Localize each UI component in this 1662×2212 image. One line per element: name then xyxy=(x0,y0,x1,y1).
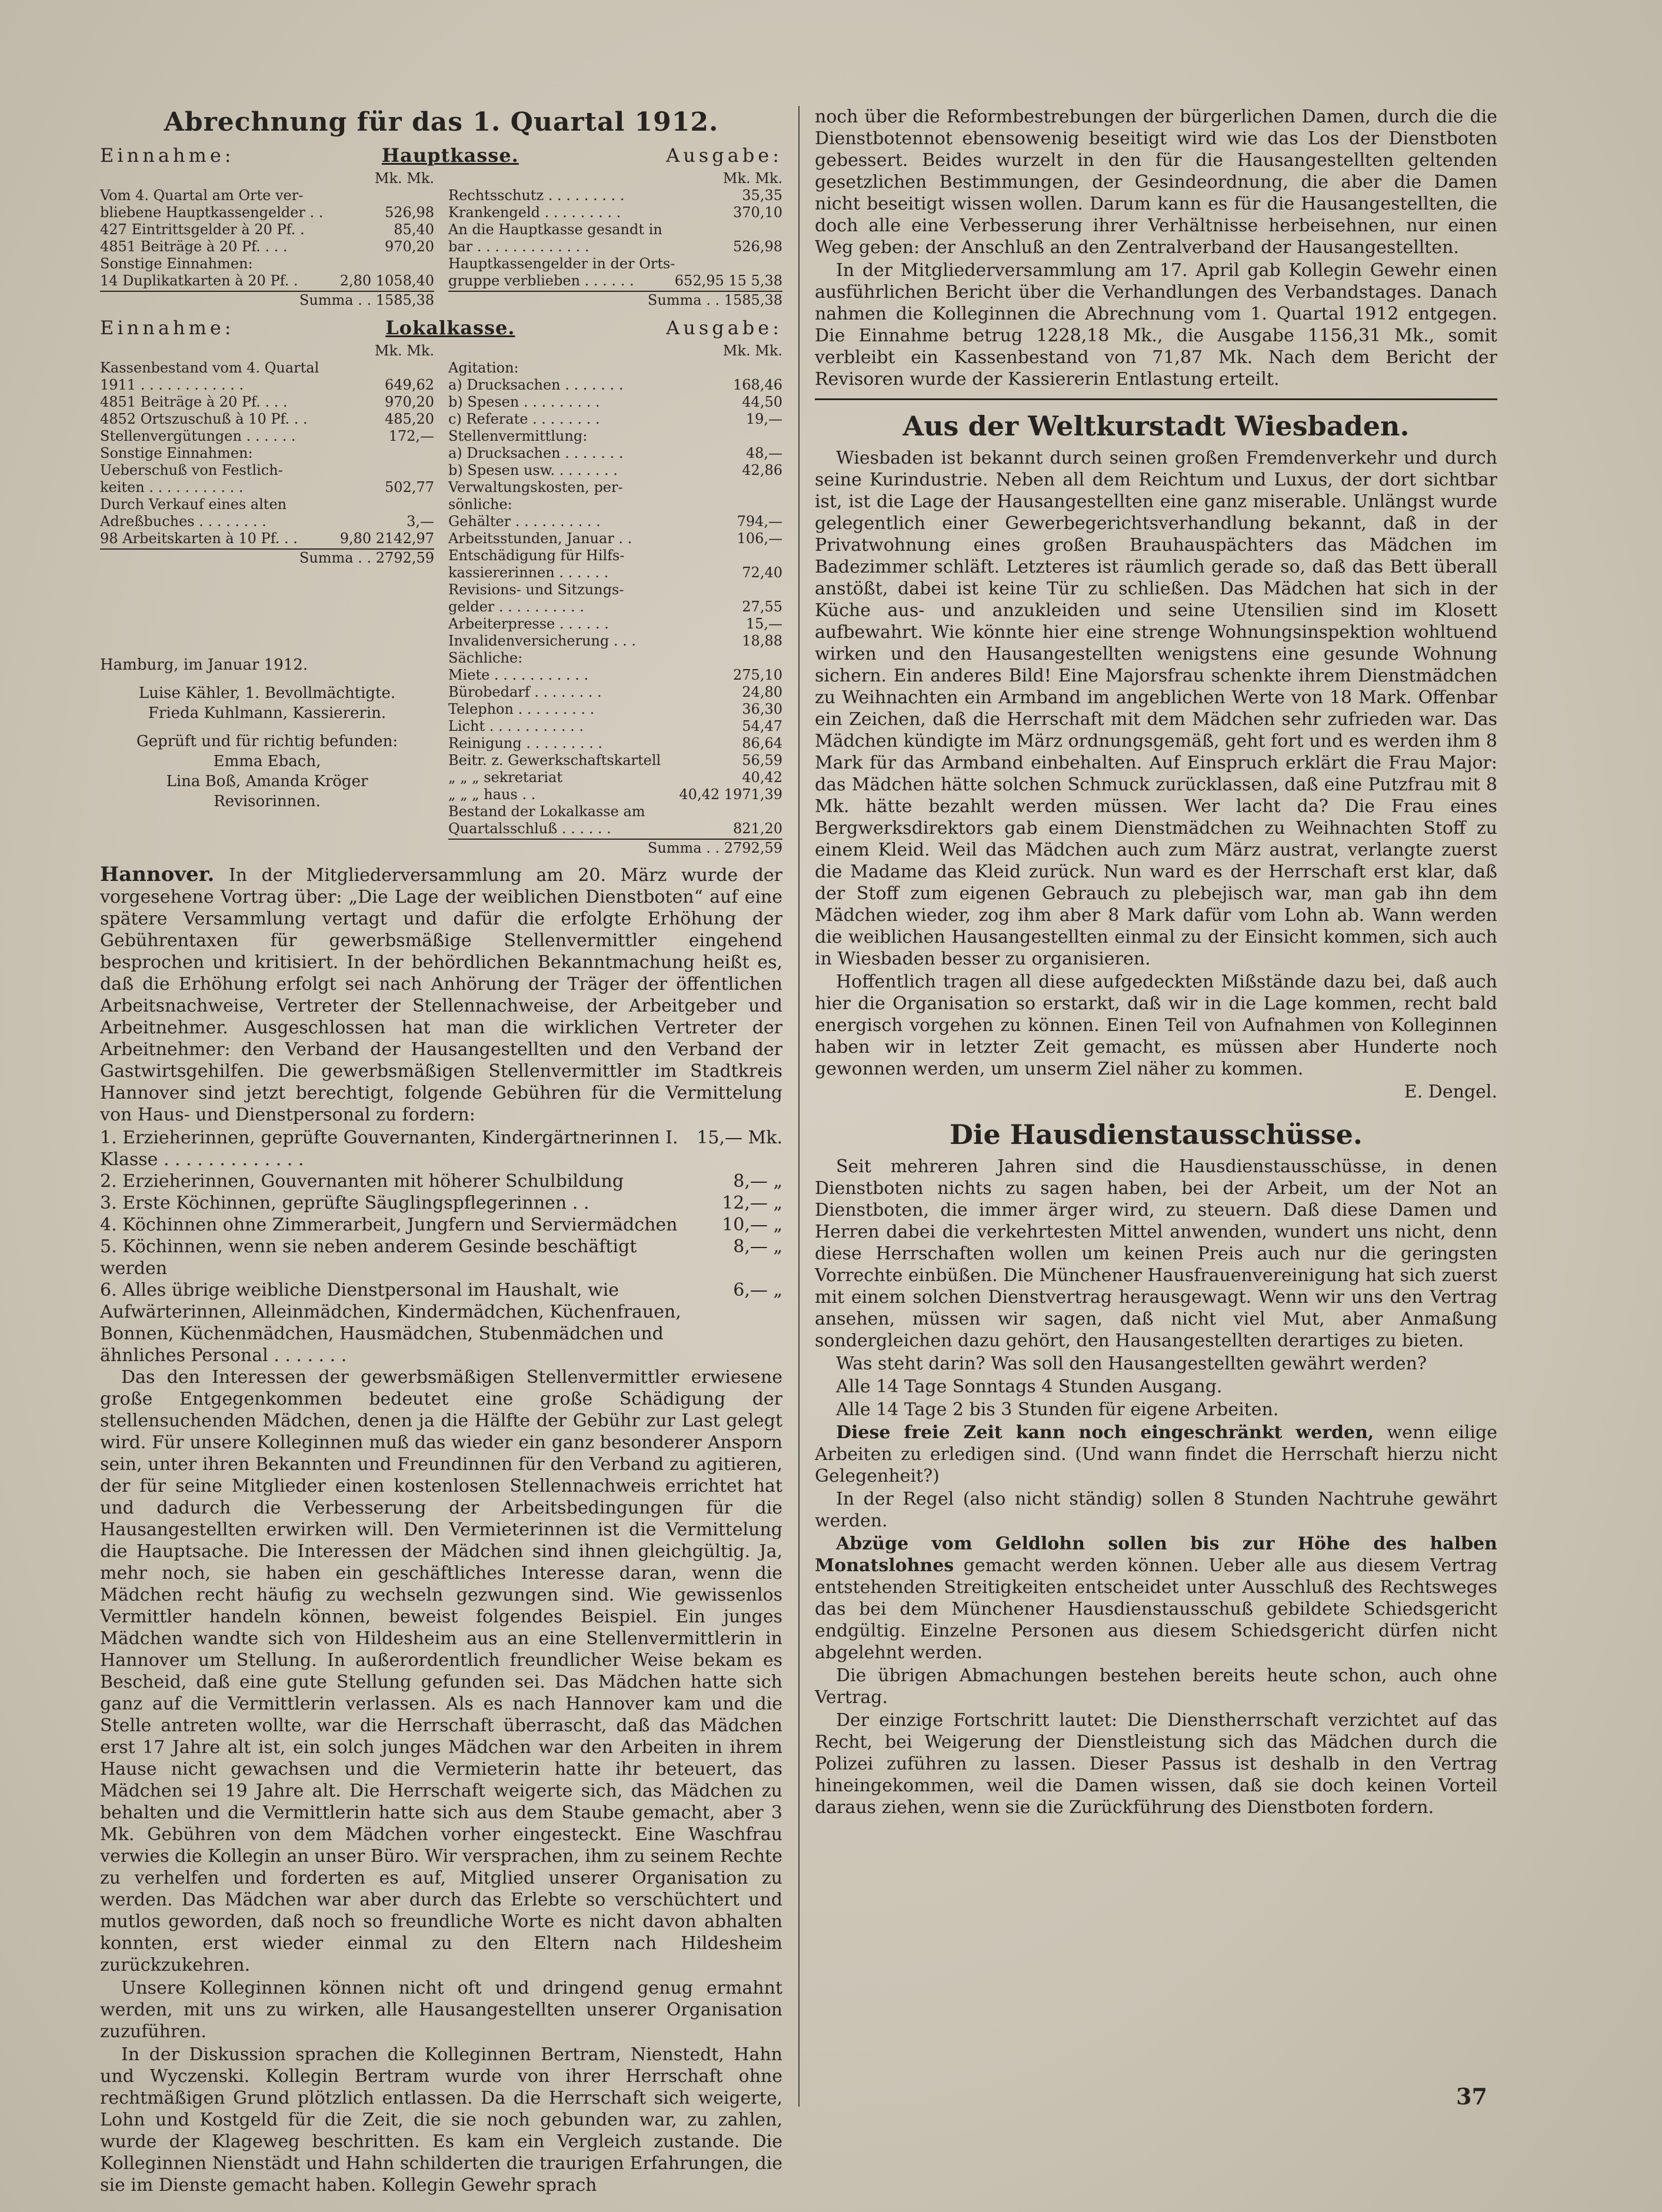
paragraph: Was steht darin? Was soll den Hausangestellten gewährt werden? xyxy=(836,1353,1427,1374)
fee-amount: 12,— „ xyxy=(722,1193,782,1213)
ledger-item: 4851 Beiträge à 20 Pf. . . . xyxy=(100,238,288,255)
ledger-amount: 275,10 xyxy=(733,667,782,683)
ledger-item: 14 Duplikatkarten à 20 Pf. . xyxy=(100,272,298,289)
ledger-item: Adreßbuches . . . . . . . . xyxy=(100,513,267,530)
ledger-amount xyxy=(779,479,782,496)
ledger-item: Stellenvergütungen . . . . . . xyxy=(100,428,296,444)
accounts-title: Abrechnung für das 1. Quartal 1912. xyxy=(164,107,719,137)
expense-label: Ausgabe: xyxy=(666,317,782,339)
fee-amount: 8,— „ xyxy=(733,1236,782,1257)
ledger-row xyxy=(448,445,782,462)
ledger-amount: 106,— xyxy=(737,530,782,547)
lokalkasse-ledger xyxy=(100,342,782,857)
fee-item xyxy=(100,1214,782,1236)
ledger-row xyxy=(448,581,782,598)
ledger-row xyxy=(448,718,782,735)
ledger-row xyxy=(448,752,782,769)
ledger-item: Durch Verkauf eines alten xyxy=(100,496,287,513)
sum-row: Summa . . 1585,38 xyxy=(448,291,782,309)
fee-description: 4. Köchinnen ohne Zimmerarbeit, Jungfern und Serviermädchen xyxy=(100,1215,678,1235)
column-divider xyxy=(798,106,800,2107)
signer-1: Luise Kähler, 1. Bevollmächtigte. xyxy=(138,684,396,702)
sum-row: Summa . . 2792,59 xyxy=(100,548,434,567)
hannover-heading: Hannover. xyxy=(100,863,215,886)
ledger-amount xyxy=(431,360,434,377)
lokalkasse-income xyxy=(100,342,434,857)
ledger-item: gruppe verblieben . . . . . . xyxy=(448,272,634,289)
ledger-row xyxy=(100,238,434,255)
ledger-item: Sonstige Einnahmen: xyxy=(100,445,253,461)
ledger-amount: 168,46 xyxy=(733,377,782,393)
ledger-amount xyxy=(779,255,782,272)
ledger-row xyxy=(100,255,434,272)
fee-list xyxy=(100,1127,782,1366)
ledger-amount: 821,20 xyxy=(733,820,782,837)
ledger-amount: 970,20 xyxy=(385,238,434,255)
ledger-row xyxy=(448,530,782,547)
ledger-item: Sächliche: xyxy=(448,650,523,666)
section-rule xyxy=(815,398,1497,400)
paragraph: Diese freie Zeit kann noch eingeschränkt werden, wenn eilige Arbeiten zu erledigen sind. (Und wann findet die Herrschaft hierzu nicht Gelegenheit?) xyxy=(815,1422,1497,1486)
ledger-amount: 40,42 xyxy=(742,769,782,786)
fee-amount: 10,— „ xyxy=(722,1215,782,1235)
ledger-amount: 42,86 xyxy=(742,462,782,478)
ledger-row xyxy=(100,394,434,411)
ledger-item: An die Hauptkasse gesandt in xyxy=(448,221,662,238)
ledger-item: Licht . . . . . . . . . . . xyxy=(448,718,584,734)
ledger-item: c) Referate . . . . . . . . xyxy=(448,411,600,427)
ledger-item: Quartalsschluß . . . . . . xyxy=(448,820,611,837)
ledger-item: Bestand der Lokalkasse am xyxy=(448,803,645,820)
signer-2: Frieda Kuhlmann, Kassiererin. xyxy=(148,704,387,722)
ledger-row xyxy=(448,513,782,530)
ledger-item: 4852 Ortszuschuß à 10 Pf. . . xyxy=(100,411,308,427)
ledger-row xyxy=(448,564,782,581)
ledger-amount: 9,80 2142,97 xyxy=(339,530,434,547)
ledger-item: „ „ „ haus . . xyxy=(448,786,536,803)
ledger-row xyxy=(448,820,782,837)
ledger-row xyxy=(448,667,782,684)
ledger-row xyxy=(448,204,782,221)
expense-label: Ausgabe: xyxy=(666,144,782,167)
ledger-row xyxy=(448,272,782,290)
paragraph: Alle 14 Tage 2 bis 3 Stunden für eigene Arbeiten. xyxy=(836,1399,1279,1420)
ledger-row xyxy=(100,377,434,394)
ledger-amount: 2,80 1058,40 xyxy=(339,272,434,289)
ledger-row xyxy=(448,684,782,701)
hausdienst-heading: Die Hausdienstausschüsse. xyxy=(950,1119,1363,1150)
ledger-row xyxy=(448,255,782,272)
ledger-amount xyxy=(779,547,782,564)
fee-item xyxy=(100,1170,782,1192)
ledger-amount: 85,40 xyxy=(394,221,434,238)
ledger-amount: 18,88 xyxy=(742,633,782,649)
ledger-item: 4851 Beiträge à 20 Pf. . . . xyxy=(100,394,288,410)
ledger-row xyxy=(448,360,782,377)
ledger-item: „ „ „ sekretariat xyxy=(448,769,562,786)
paragraph: noch über die Reformbestrebungen der bürgerlichen Damen, durch die die Dienstbotennot ebensowenig beseitigt wird wie das Los der Dienstboten gebessert. Beides wurzelt in den für die Hausangestellten geltenden gesetzlichen Bestimmungen, der Gesindeordnung, die aber die Damen nicht beseitigt wissen wollen. Darum kann es für die Hausangestellten, die doch alle eine Verbesserung ihrer Verhältnisse herbeisehnen, nur einen Weg geben: der Anschluß an den Zentralverband der Hausangestellten. xyxy=(815,107,1497,258)
income-label: Einnahme: xyxy=(100,317,235,339)
ledger-item: Agitation: xyxy=(448,360,519,376)
paragraph: Unsere Kolleginnen können nicht oft und dringend genug ermahnt werden, mit uns zu wirken, alle Hausangestellten unserer Organisation zuzuführen. xyxy=(100,1978,782,2042)
ledger-row xyxy=(448,221,782,238)
ledger-item: a) Drucksachen . . . . . . . xyxy=(448,445,624,461)
place-date: Hamburg, im Januar 1912. xyxy=(100,656,308,674)
units-row: Mk. Mk. xyxy=(374,342,434,359)
ledger-amount: 485,20 xyxy=(385,411,434,427)
hannover-article xyxy=(100,864,782,2196)
ledger-item: Vom 4. Quartal am Orte ver- xyxy=(100,187,304,204)
ledger-item: kassiererinnen . . . . . . xyxy=(448,564,609,581)
ledger-amount: 526,98 xyxy=(385,204,434,221)
paragraph: In der Regel (also nicht ständig) sollen 8 Stunden Nachtruhe gewährt werden. xyxy=(815,1489,1497,1531)
fee-amount: 8,— „ xyxy=(733,1171,782,1192)
ledger-row xyxy=(100,221,434,238)
ledger-item: Kassenbestand vom 4. Quartal xyxy=(100,360,319,376)
hauptkasse-income xyxy=(100,170,434,309)
sum-row: Summa . . 1585,38 xyxy=(100,291,434,309)
ledger-item: bar . . . . . . . . . . . . . xyxy=(448,238,589,255)
ledger-row xyxy=(448,598,782,616)
ledger-amount xyxy=(779,803,782,820)
ledger-amount xyxy=(779,428,782,445)
ledger-item: bliebene Hauptkassengelder . . xyxy=(100,204,324,221)
hauptkasse-header xyxy=(100,145,782,167)
auditor-1: Emma Ebach, xyxy=(213,753,321,770)
ledger-row xyxy=(448,479,782,496)
paragraph: Alle 14 Tage Sonntags 4 Stunden Ausgang. xyxy=(836,1376,1223,1397)
ledger-amount xyxy=(779,650,782,667)
units-row: Mk. Mk. xyxy=(722,170,782,187)
ledger-amount: 44,50 xyxy=(742,394,782,410)
ledger-amount xyxy=(431,255,434,272)
ledger-row xyxy=(448,735,782,752)
ledger-item: gelder . . . . . . . . . . xyxy=(448,598,584,615)
fee-item xyxy=(100,1236,782,1279)
ledger-amount: 36,30 xyxy=(742,701,782,717)
ledger-row xyxy=(100,360,434,377)
lokalkasse-expense xyxy=(448,342,782,857)
ledger-amount: 502,77 xyxy=(385,479,434,495)
ledger-row xyxy=(448,238,782,255)
ledger-item: Miete . . . . . . . . . . . xyxy=(448,667,589,683)
auditors-label: Revisorinnen. xyxy=(214,793,321,810)
ledger-item: Verwaltungskosten, per- xyxy=(448,479,623,495)
lokalkasse-label: Lokalkasse. xyxy=(385,317,515,339)
ledger-amount: 370,10 xyxy=(733,204,782,221)
paragraph: Wiesbaden ist bekannt durch seinen großen Fremdenverkehr und durch seine Kurindustrie. Neben all dem Reichtum und Luxus, der dort sichtbar ist, ist die Lage der Hausangestellten eine ganz miserable. Unlängst wurde gelegentlich einer Gewerbegerichtsverhandlung bekannt, daß in der Privatwohnung eines großen Brauhauspächters das Mädchen im Badezimmer schläft. Letzteres ist räumlich gerade so, daß das Bett überall anstößt, dabei ist keine Tür zu schließen. Das Mädchen hat sich in der Küche aus- und anzukleiden und seine Utensilien sind im Klosett aufbewahrt. Wie könnte hier eine strenge Wohnungsinspektion wohltuend wirken und den Hausangestellten wenigstens eine gesunde Wohnung sichern. Ein anderes Bild! Eine Majorsfrau schenkte ihrem Dienstmädchen zu Weihnachten ein Armband im angeblichen Werte von 18 Mark. Offenbar ein Zeichen, daß die Herrschaft mit dem Mädchen sehr zufrieden war. Das Mädchen kündigte im März ordnungsgemäß, geht fort und es werden ihm 8 Mark für das Armband einbehalten. Auf Einspruch erklärt die Frau Major: das Mädchen hätte solchen Schmuck zurücklassen, daß eine Putzfrau mit 8 Mk. hätte bezahlt werden müssen. Wer lacht da? Die Frau eines Bergwerksdirektors gab einem Dienstmädchen zu Weihnachten Stoff zu einem Kleid. Weil das Mädchen auch zum März austrat, verlangte zuerst die Madame das Kleid zurück. Nun ward es der Herrschaft erst klar, daß der Stoff zum eigenen Gebrauch zu plebejisch war, man gab ihn dem Mädchen wieder, zog ihm aber 8 Mark dafür vom Lohn ab. Wann werden die weiblichen Hausangestellten einmal zu der Einsicht kommen, sich auch in Wiesbaden besser zu organisieren. xyxy=(815,448,1497,969)
fee-description: 2. Erzieherinnen, Gouvernanten mit höherer Schulbildung xyxy=(100,1171,624,1192)
income-label: Einnahme: xyxy=(100,144,235,167)
fee-amount: 6,— „ xyxy=(733,1280,782,1300)
ledger-item: Invalidenversicherung . . . xyxy=(448,633,637,649)
fee-description: 1. Erzieherinnen, geprüfte Gouvernanten, Kindergärtnerinnen I. Klasse . . . . . . . . . . . . . xyxy=(100,1127,678,1170)
ledger-amount: 794,— xyxy=(737,513,782,530)
ledger-amount: 15,— xyxy=(745,616,782,632)
ledger-amount: 970,20 xyxy=(385,394,434,410)
ledger-row xyxy=(448,394,782,411)
ledger-amount: 24,80 xyxy=(742,684,782,700)
ledger-item: 427 Eintrittsgelder à 20 Pf. . xyxy=(100,221,305,238)
fee-item xyxy=(100,1279,782,1366)
ledger-amount: 86,64 xyxy=(742,735,782,751)
fee-description: 5. Köchinnen, wenn sie neben anderem Gesinde beschäftigt werden xyxy=(100,1236,637,1279)
ledger-amount: 54,47 xyxy=(742,718,782,734)
ledger-row xyxy=(448,616,782,633)
ledger-item: Hauptkassengelder in der Orts- xyxy=(448,255,675,272)
ledger-row xyxy=(448,701,782,718)
ledger-row xyxy=(448,462,782,479)
ledger-amount: 649,62 xyxy=(385,377,434,393)
fee-item xyxy=(100,1192,782,1214)
ledger-row xyxy=(448,428,782,445)
ledger-row xyxy=(100,187,434,204)
hauptkasse-label: Hauptkasse. xyxy=(381,144,519,167)
ledger-row xyxy=(100,479,434,496)
ledger-amount: 27,55 xyxy=(742,598,782,615)
fee-description: 3. Erste Köchinnen, geprüfte Säuglingspflegerinnen . . xyxy=(100,1193,589,1213)
ledger-amount xyxy=(779,360,782,377)
paragraph: In der Diskussion sprachen die Kolleginnen Bertram, Nienstedt, Hahn und Wyczenski. Kollegin Bertram wurde von ihrer Herrschaft ohne rechtmäßigen Grund plötzlich entlassen. Da die Herrschaft sich weigerte, Lohn und Kostgeld für die Zeit, die sie noch gebunden war, zu zahlen, wurde der Klageweg beschritten. Es kam ein Vergleich zustande. Die Kolleginnen Nienstädt und Hahn schilderten die traurigen Erfahrungen, die sie im Dienste gemacht haben. Kollegin Gewehr sprach xyxy=(100,2044,782,2196)
ledger-amount xyxy=(431,462,434,479)
paragraph: Hoffentlich tragen all diese aufgedeckten Mißstände dazu bei, daß auch hier die Organisation so erstarkt, daß wir in die Lage kommen, recht bald energisch vorgehen zu können. Einen Teil von Aufnahmen von Kolleginnen haben wir in letzter Zeit gemacht, es müssen aber Hunderte noch gewonnen werden, um unserm Ziel näher zu kommen. xyxy=(815,972,1497,1079)
fee-item xyxy=(100,1127,782,1170)
ledger-amount xyxy=(431,496,434,513)
ledger-amount: 652,95 15 5,38 xyxy=(674,272,782,289)
wiesbaden-heading: Aus der Weltkurstadt Wiesbaden. xyxy=(902,410,1410,442)
ledger-item: 98 Arbeitskarten à 10 Pf. . . xyxy=(100,530,298,547)
ledger-item: Sonstige Einnahmen: xyxy=(100,255,253,272)
auditor-2: Lina Boß, Amanda Kröger xyxy=(166,773,368,790)
ledger-item: Gehälter . . . . . . . . . . xyxy=(448,513,601,530)
ledger-row xyxy=(100,462,434,479)
ledger-amount: 72,40 xyxy=(742,564,782,581)
hauptkasse-ledger xyxy=(100,170,782,309)
ledger-item: Rechtsschutz . . . . . . . . . xyxy=(448,187,625,204)
fee-amount: 15,— Mk. xyxy=(697,1127,782,1148)
paragraph: Abzüge vom Geldlohn sollen bis zur Höhe des halben Monatslohnes gemacht werden können. Ueber alle aus diesem Vertrag entstehenden Streitigkeiten entscheidet unter Ausschluß des Rechtsweges das bei dem Münchener Hausdienstausschuß gebildete Schiedsgericht endgültig. Einzelne Personen aus diesem Schiedsgericht dürfen nicht abgelehnt werden. xyxy=(815,1534,1497,1663)
hannover-intro: Hannover. In der Mitgliederversammlung am 20. März wurde der vorgesehene Vortrag über: „Die Lage der weiblichen Dienstboten“ auf eine spätere Versammlung vertagt und dafür die erfolgte Erhöhung der Gebührentaxen für gewerbsmäßige Stellenvermittler eingehend besprochen und kritisiert. In der behördlichen Bekanntmachung heißt es, daß die Erhöhung erfolgt sei nach Anhörung der Träger der öffentlichen Arbeitsnachweise, Vertreter der Stellennachweise, der Arbeitgeber und Arbeitnehmer. Ausgeschlossen hat man die wirklichen Vertreter der Arbeitnehmer: den Verband der Hausangestellten und den Verband der Gastwirtsgehilfen. Die gewerbsmäßigen Stellenvermittler im Stadtkreis Hannover sind jetzt berechtigt, folgende Gebühren für die Vermittelung von Haus- und Dienstpersonal zu fordern: xyxy=(100,863,782,1125)
paragraph: In der Mitgliederversammlung am 17. April gab Kollegin Gewehr einen ausführlichen Bericht über die Verhandlungen des Verbandstages. Danach nahmen die Kolleginnen die Abrechnung vom 1. Quartal 1912 entgegen. Die Einnahme betrug 1228,18 Mk., die Ausgabe 1156,31 Mk., somit verbleibt ein Kassenbestand von 71,87 Mk. Nach dem Bericht der Revisoren wurde der Kassiererin Entlastung erteilt. xyxy=(815,260,1497,390)
ledger-item: Beitr. z. Gewerkschaftskartell xyxy=(448,752,661,769)
ledger-item: Arbeiterpresse . . . . . . xyxy=(448,616,609,632)
ledger-item: sönliche: xyxy=(448,496,512,513)
ledger-item: a) Drucksachen . . . . . . . xyxy=(448,377,624,393)
paragraph: Die übrigen Abmachungen bestehen bereits heute schon, auch ohne Vertrag. xyxy=(815,1665,1497,1708)
signatures xyxy=(100,655,434,811)
fee-description: 6. Alles übrige weibliche Dienstpersonal im Haushalt, wie Aufwärterinnen, Alleinmädchen, Kindermädchen, Küchenfrauen, Bonnen, Küchenmädchen, Hausmädchen, Stubenmädchen und ähnliches Personal . . . . . . . xyxy=(100,1280,681,1366)
author-signature: E. Dengel. xyxy=(1404,1082,1497,1102)
lokalkasse-header xyxy=(100,317,782,339)
ledger-row xyxy=(448,187,782,204)
ledger-item: Krankengeld . . . . . . . . . xyxy=(448,204,621,221)
hauptkasse-expense xyxy=(448,170,782,309)
ledger-amount: 40,42 1971,39 xyxy=(679,786,782,803)
ledger-item: Revisions- und Sitzungs- xyxy=(448,581,624,598)
units-row: Mk. Mk. xyxy=(722,342,782,359)
units-row: Mk. Mk. xyxy=(374,170,434,187)
right-column xyxy=(815,106,1497,1820)
ledger-row xyxy=(100,445,434,462)
ledger-amount: 48,— xyxy=(745,445,782,461)
ledger-row xyxy=(448,377,782,394)
ledger-amount xyxy=(431,445,434,462)
ledger-row xyxy=(448,633,782,650)
ledger-amount: 56,59 xyxy=(742,752,782,769)
ledger-amount xyxy=(779,221,782,238)
ledger-amount xyxy=(779,496,782,513)
ledger-item: Ueberschuß von Festlich- xyxy=(100,462,283,478)
ledger-row xyxy=(448,411,782,428)
ledger-item: b) Spesen usw. . . . . . . . xyxy=(448,462,618,478)
paragraph: Der einzige Fortschritt lautet: Die Dienstherrschaft verzichtet auf das Recht, bei Weigerung der Dienstleistung sich das Mädchen durch die Polizei zuführen zu lassen. Dieser Passus ist deshalb in den Vertrag hineingekommen, weil die Damen wissen, daß sie doch keinen Vorteil daraus ziehen, wenn sie die Zurückführung des Dienstboten fordern. xyxy=(815,1710,1497,1818)
ledger-item: b) Spesen . . . . . . . . . xyxy=(448,394,600,410)
ledger-item: Arbeitsstunden, Januar . . xyxy=(448,530,632,547)
ledger-row xyxy=(100,272,434,290)
ledger-row xyxy=(100,513,434,530)
ledger-row xyxy=(448,769,782,786)
ledger-item: 1911 . . . . . . . . . . . . xyxy=(100,377,244,393)
ledger-amount: 526,98 xyxy=(733,238,782,255)
sum-row: Summa . . 2792,59 xyxy=(448,839,782,857)
ledger-item: Stellenvermittlung: xyxy=(448,428,588,444)
ledger-amount xyxy=(431,187,434,204)
left-column xyxy=(100,106,782,2197)
page-number: 37 xyxy=(1456,2083,1487,2110)
ledger-row xyxy=(100,428,434,445)
ledger-amount: 19,— xyxy=(745,411,782,427)
ledger-amount: 35,35 xyxy=(742,187,782,204)
ledger-row xyxy=(100,530,434,547)
ledger-amount xyxy=(779,581,782,598)
ledger-row xyxy=(448,547,782,564)
ledger-amount: 172,— xyxy=(388,428,434,444)
ledger-row xyxy=(448,803,782,820)
ledger-item: keiten . . . . . . . . . . . xyxy=(100,479,244,495)
ledger-row xyxy=(100,204,434,221)
ledger-item: Reinigung . . . . . . . . . xyxy=(448,735,603,751)
ledger-item: Entschädigung für Hilfs- xyxy=(448,547,625,564)
ledger-row xyxy=(448,650,782,667)
ledger-row xyxy=(448,496,782,513)
ledger-amount: 3,— xyxy=(407,513,434,530)
ledger-item: Bürobedarf . . . . . . . . xyxy=(448,684,602,700)
ledger-row xyxy=(100,411,434,428)
paragraph: Das den Interessen der gewerbsmäßigen Stellenvermittler erwiesene große Entgegenkommen bedeutet eine große Schädigung der stellensuchenden Mädchen, denen ja die Hälfte der Gebühr zur Last gelegt wird. Für unsere Kolleginnen muß das wieder ein ganz besonderer Ansporn sein, unter ihren Bekannten und Freundinnen für den Verband zu agitieren, der für seine Mitglieder einen kostenlosen Stellennachweis errichtet hat und dadurch die Verbesserung der Arbeitsbedingungen für die Hausangestellten erwirken will. Den Vermieterinnen ist die Vermittelung die Hauptsache. Die Interessen der Mädchen sind ihnen gleichgültig. Ja, mehr noch, sie haben ein geschäftliches Interesse daran, wenn die Mädchen recht häufig zu wechseln gezwungen sind. Wie gewissenlos Vermittler handeln können, beweist folgendes Beispiel. Ein junges Mädchen wandte sich von Hildesheim aus an eine Stellenvermittlerin in Hannover um Stellung. In außerordentlich freundlicher Weise bekam es Bescheid, daß eine gute Stellung gefunden sei. Das Mädchen hatte sich ganz auf die Vermittlerin verlassen. Als es nach Hannover kam und die Stelle antreten wollte, war die Herrschaft überrascht, daß das Mädchen erst 17 Jahre alt ist, ein solch junges Mädchen war den Arbeiten in ihrem Hause nicht gewachsen und die Vermieterin hatte ihr beteuert, das Mädchen sei 19 Jahre alt. Die Herrschaft weigerte sich, das Mädchen zu behalten und die Vermittlerin hatte sich aus dem Staube gemacht, aber 3 Mk. Gebühren von dem Mädchen vorher eingesteckt. Eine Waschfrau verwies die Kollegin an unser Büro. Wir versprachen, ihm zu seinem Rechte zu verhelfen und forderten es auf, Mitglied unserer Organisation zu werden. Das Mädchen war aber durch das Erlebte so verschüchtert und mutlos geworden, daß noch so freundliche Worte es nicht davon abhalten konnten, erst wieder einmal zu den Eltern nach Hildesheim zurückzukehren. xyxy=(100,1367,782,1975)
paragraph: Seit mehreren Jahren sind die Hausdienstausschüsse, in denen Dienstboten nichts zu sagen haben, bei der Arbeit, um der Not an Dienstboten, die immer ärger wird, zu steuern. Daß diese Damen und Herren dabei die verkehrtesten Mittel anwenden, wundert uns nicht, denn diese Herrschaften wollen um keinen Preis auch nur die geringsten Vorrechte einbüßen. Die Münchener Hausfrauenvereinigung hat sich zuerst mit einem solchen Dienstvertrag herausgewagt. Wenn wir uns den Vertrag ansehen, müssen wir sagen, daß nicht viel Mut, aber Anmaßung sondergleichen dazu gehört, den Hausangestellten derartiges zu bieten. xyxy=(815,1156,1497,1351)
ledger-row xyxy=(448,786,782,803)
audit-note: Geprüft und für richtig befunden: xyxy=(136,733,398,750)
ledger-row xyxy=(100,496,434,513)
ledger-item: Telephon . . . . . . . . . xyxy=(448,701,595,717)
